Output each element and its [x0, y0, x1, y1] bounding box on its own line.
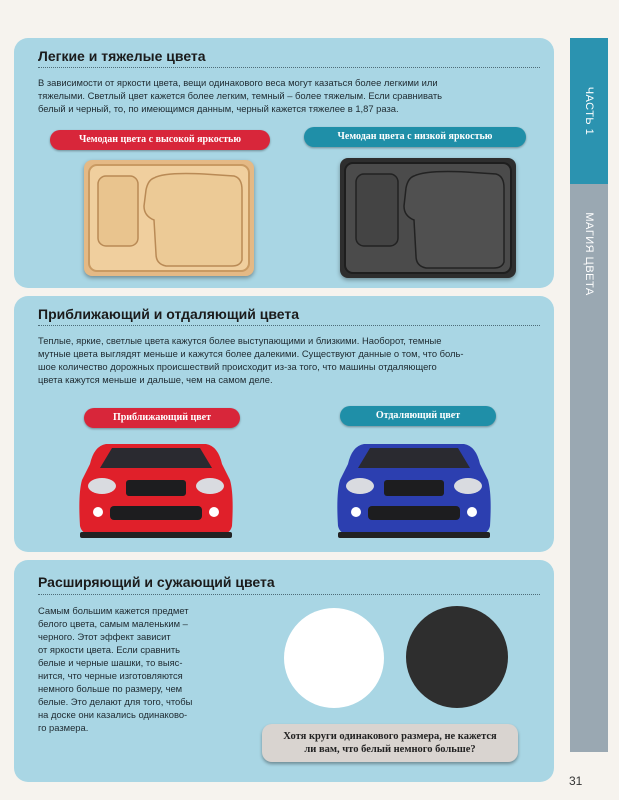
red-car-drawing [76, 434, 236, 540]
section-light-heavy [14, 38, 554, 288]
blue-car-drawing [334, 434, 494, 540]
label-receding-color: Отдаляющий цвет [340, 406, 496, 426]
tab-part-label: ЧАСТЬ 1 [583, 86, 595, 136]
circles-question-note [262, 724, 518, 762]
title-divider [38, 325, 540, 326]
text-line: от яркости цвета. Если сравнить [38, 644, 181, 655]
text-line: белые. Это делают для того, чтобы [38, 696, 193, 707]
text-line: на доске они казались одинаково- [38, 709, 188, 720]
text-line: Теплые, яркие, светлые цвета кажутся более выступающими и близкими. Наоборот, темные [38, 335, 442, 346]
page-number: 31 [569, 774, 583, 788]
title-divider [38, 67, 540, 68]
section-text [38, 334, 532, 386]
text-line: цвета кажутся меньше и дальше, чем на самом деле. [38, 374, 273, 385]
tab-part [570, 38, 608, 184]
dark-suitcase-drawing [340, 158, 516, 278]
label-high-brightness: Чемодан цвета с высокой яркостью [50, 130, 270, 150]
note-line: ли вам, что белый немного больше? [304, 744, 476, 755]
label-low-brightness: Чемодан цвета с низкой яркостью [304, 127, 526, 147]
text-line: нится, что черные изготовляются [38, 670, 183, 681]
text-line: Самым большим кажется предмет [38, 605, 189, 616]
text-line: белые и черные шашки, то выяс- [38, 657, 183, 668]
section-text [38, 604, 238, 734]
text-line: черного. Этот эффект зависит [38, 631, 171, 642]
text-line: белый и черный, то, по имеющимся данным, черный кажется тяжелее в 1,87 раза. [38, 103, 399, 114]
light-suitcase-drawing [84, 160, 254, 276]
black-circle [406, 606, 508, 708]
blue-car-image [334, 434, 494, 545]
tab-chapter [570, 184, 608, 752]
red-car-image [76, 434, 236, 545]
section-title: Легкие и тяжелые цвета [38, 48, 206, 64]
note-line: Хотя круги одинакового размера, не кажется [283, 731, 497, 742]
light-suitcase-image [84, 160, 254, 276]
dark-suitcase-image [340, 158, 516, 278]
text-line: тяжелыми. Светлый цвет кажется более легким, темный – более тяжелым. Если сравнивать [38, 90, 443, 101]
text-line: В зависимости от яркости цвета, вещи одинакового веса могут казаться более легкими или [38, 77, 438, 88]
text-line: немного больше по размеру, чем [38, 683, 183, 694]
tab-chapter-label: МАГИЯ ЦВЕТА [583, 212, 595, 296]
section-near-far [14, 296, 554, 552]
section-text [38, 76, 532, 115]
text-line: го размера. [38, 722, 89, 733]
text-line: белого цвета, самым маленьким – [38, 618, 188, 629]
title-divider [38, 594, 540, 595]
section-title: Приближающий и отдаляющий цвета [38, 306, 300, 322]
label-approaching-color: Приближающий цвет [84, 408, 240, 428]
section-title: Расширяющий и сужающий цвета [38, 574, 275, 590]
text-line: мутные цвета выглядят меньше и кажутся более далекими. Существуют данные о том, что боль- [38, 348, 464, 359]
white-circle [284, 608, 384, 708]
text-line: шое количество дорожных происшествий происходит из-за того, что машины отдаляющего [38, 361, 437, 372]
